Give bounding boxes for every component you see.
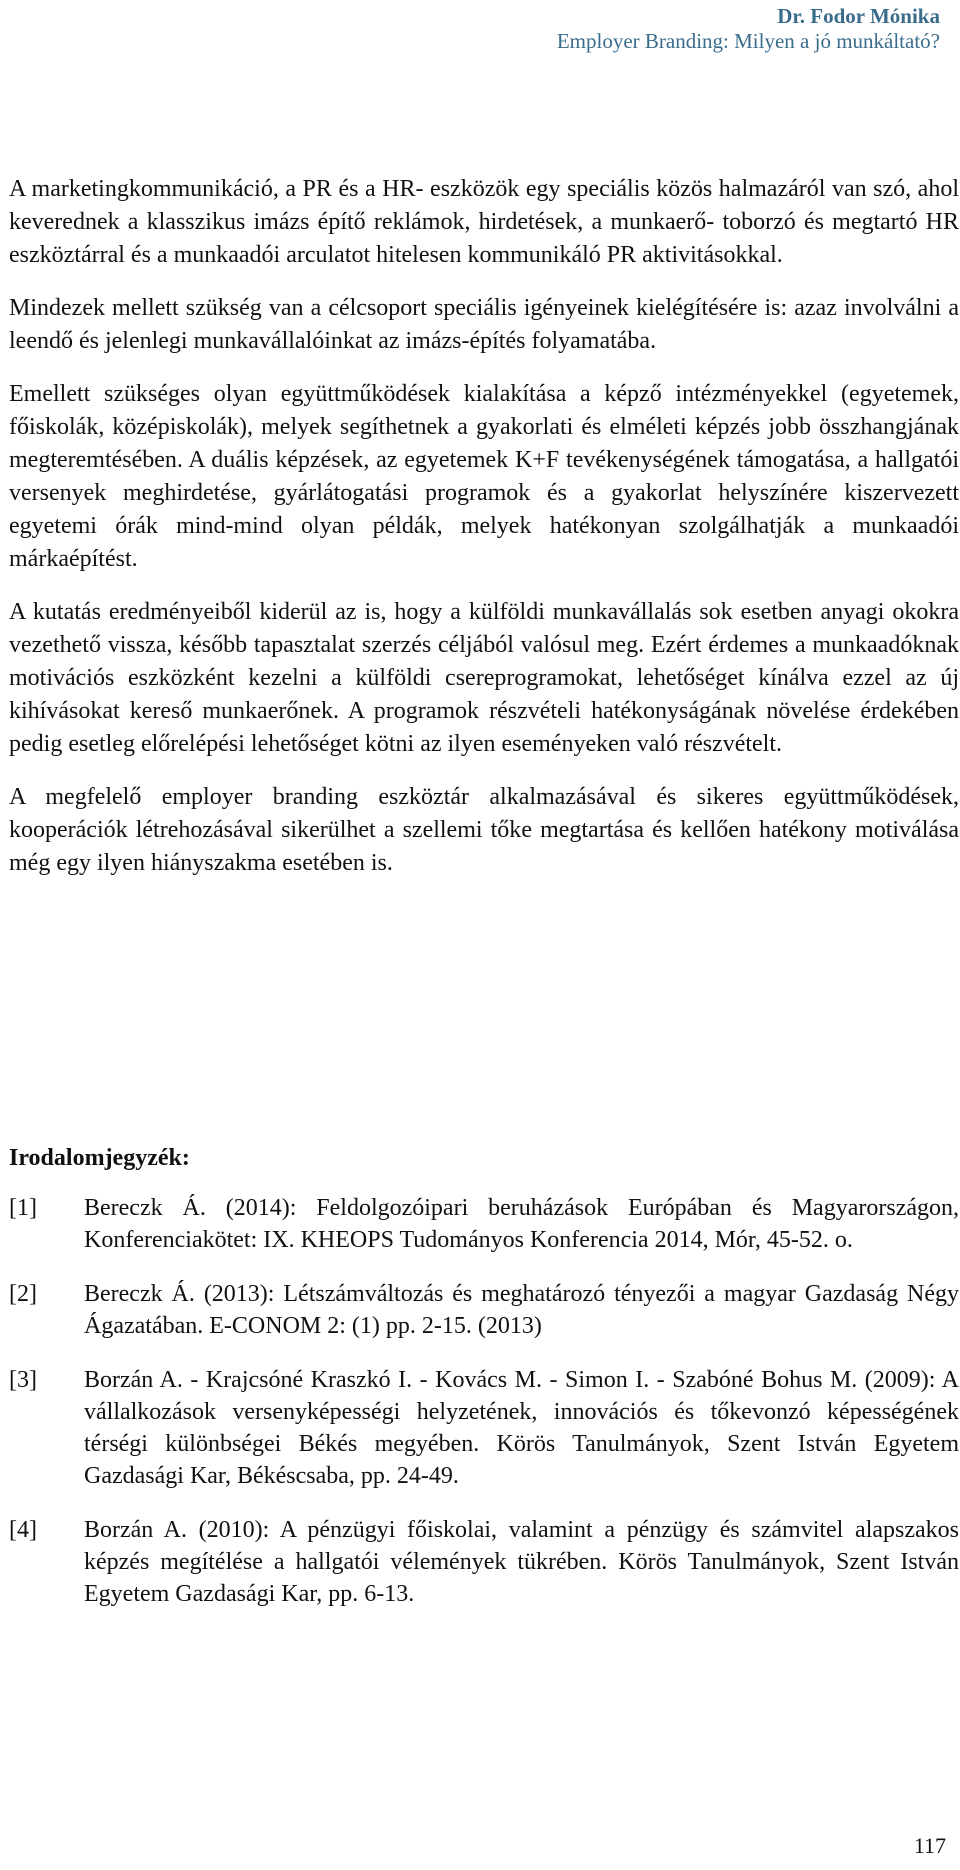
- reference-item: [9, 1278, 959, 1342]
- reference-item: [9, 1514, 959, 1610]
- paragraph-4: A kutatás eredményeiből kiderül az is, hogy a külföldi munkavállalás sok esetben anyagi okokra vezethető vissza, később tapasztalat szerzés céljából valósul meg. Ezért érdemes a munkaadóknak motivációs eszközként kezelni a külföldi csereprogramokat, lehetőséget kínálva ezzel az új kihívásokat kereső munkaerőnek. A programok részvételi hatékonyságának növelése érdekében pedig esetleg előrelépési lehetőséget kötni az ilyen eseményeken való részvételt.: [9, 599, 959, 757]
- reference-number: [2]: [9, 1281, 37, 1307]
- page-number: 117: [913, 1833, 946, 1858]
- reference-item: [9, 1364, 959, 1492]
- paragraph-1: A marketingkommunikáció, a PR és a HR- eszközök egy speciális közös halmazáról van szó, ahol keverednek a klasszikus imázs építő reklámok, hirdetések, a munkaerő- toborzó és megtartó HR eszköztárral és a munkaadói arculatot hitelesen kommunikáló PR aktivitásokkal.: [9, 176, 959, 268]
- references-list: [9, 1192, 959, 1632]
- paragraph-3: Emellett szükséges olyan együttműködések kialakítása a képző intézményekkel (egyetemek, főiskolák, középiskolák), melyek segíthetnek a gyakorlati és elméleti képzés jobb összhangjának megteremtésében. A duális képzések, az egyetemek K+F tevékenységének támogatása, a hallgatói versenyek meghirdetése, gyárlátogatási programok és a gyakorlat helyszínére kiszervezett egyetemi órák mind-mind olyan példák, melyek hatékonyan szolgálhatják a munkaadói márkaépítést.: [9, 381, 959, 572]
- body-text: [9, 173, 959, 880]
- reference-item: [9, 1192, 959, 1256]
- reference-number: [4]: [9, 1517, 37, 1543]
- reference-number: [3]: [9, 1367, 37, 1393]
- header-subtitle: Employer Branding: Milyen a jó munkáltató?: [556, 29, 940, 53]
- paragraph-2: Mindezek mellett szükség van a célcsoport speciális igényeinek kielégítésére is: azaz involválni a leendő és jelenlegi munkavállalóinkat az imázs-építés folyamatába.: [9, 295, 959, 354]
- reference-text: Bereczk Á. (2013): Létszámváltozás és meghatározó tényezői a magyar Gazdaság Négy Ágazatában. E-CONOM 2: (1) pp. 2-15. (2013): [84, 1281, 959, 1339]
- references-heading: Irodalomjegyzék:: [9, 1145, 190, 1171]
- reference-text: Borzán A. (2010): A pénzügyi főiskolai, valamint a pénzügy és számvitel alapszakos képzés megítélése a hallgatói vélemények tükrében. Körös Tanulmányok, Szent István Egyetem Gazdasági Kar, pp. 6-13.: [84, 1517, 959, 1607]
- paragraph-5: A megfelelő employer branding eszköztár alkalmazásával és sikeres együttműködések, kooperációk létrehozásával sikerülhet a szellemi tőke megtartása és kellően hatékony motiválása még egy ilyen hiányszakma esetében is.: [9, 784, 959, 876]
- reference-text: Bereczk Á. (2014): Feldolgozóipari beruházások Európában és Magyarországon, Konferenciakötet: IX. KHEOPS Tudományos Konferencia 2014, Mór, 45-52. o.: [84, 1195, 959, 1253]
- reference-number: [1]: [9, 1195, 37, 1221]
- running-header: [557, 4, 940, 54]
- header-author: Dr. Fodor Mónika: [777, 4, 940, 28]
- reference-text: Borzán A. - Krajcsóné Kraszkó I. - Kovács M. - Simon I. - Szabóné Bohus M. (2009): A vállalkozások versenyképességi helyzetének, innovációs és tőkevonzó képességének térségi különbségei Békés megyében. Körös Tanulmányok, Szent István Egyetem Gazdasági Kar, Békéscsaba, pp. 24-49.: [84, 1367, 959, 1489]
